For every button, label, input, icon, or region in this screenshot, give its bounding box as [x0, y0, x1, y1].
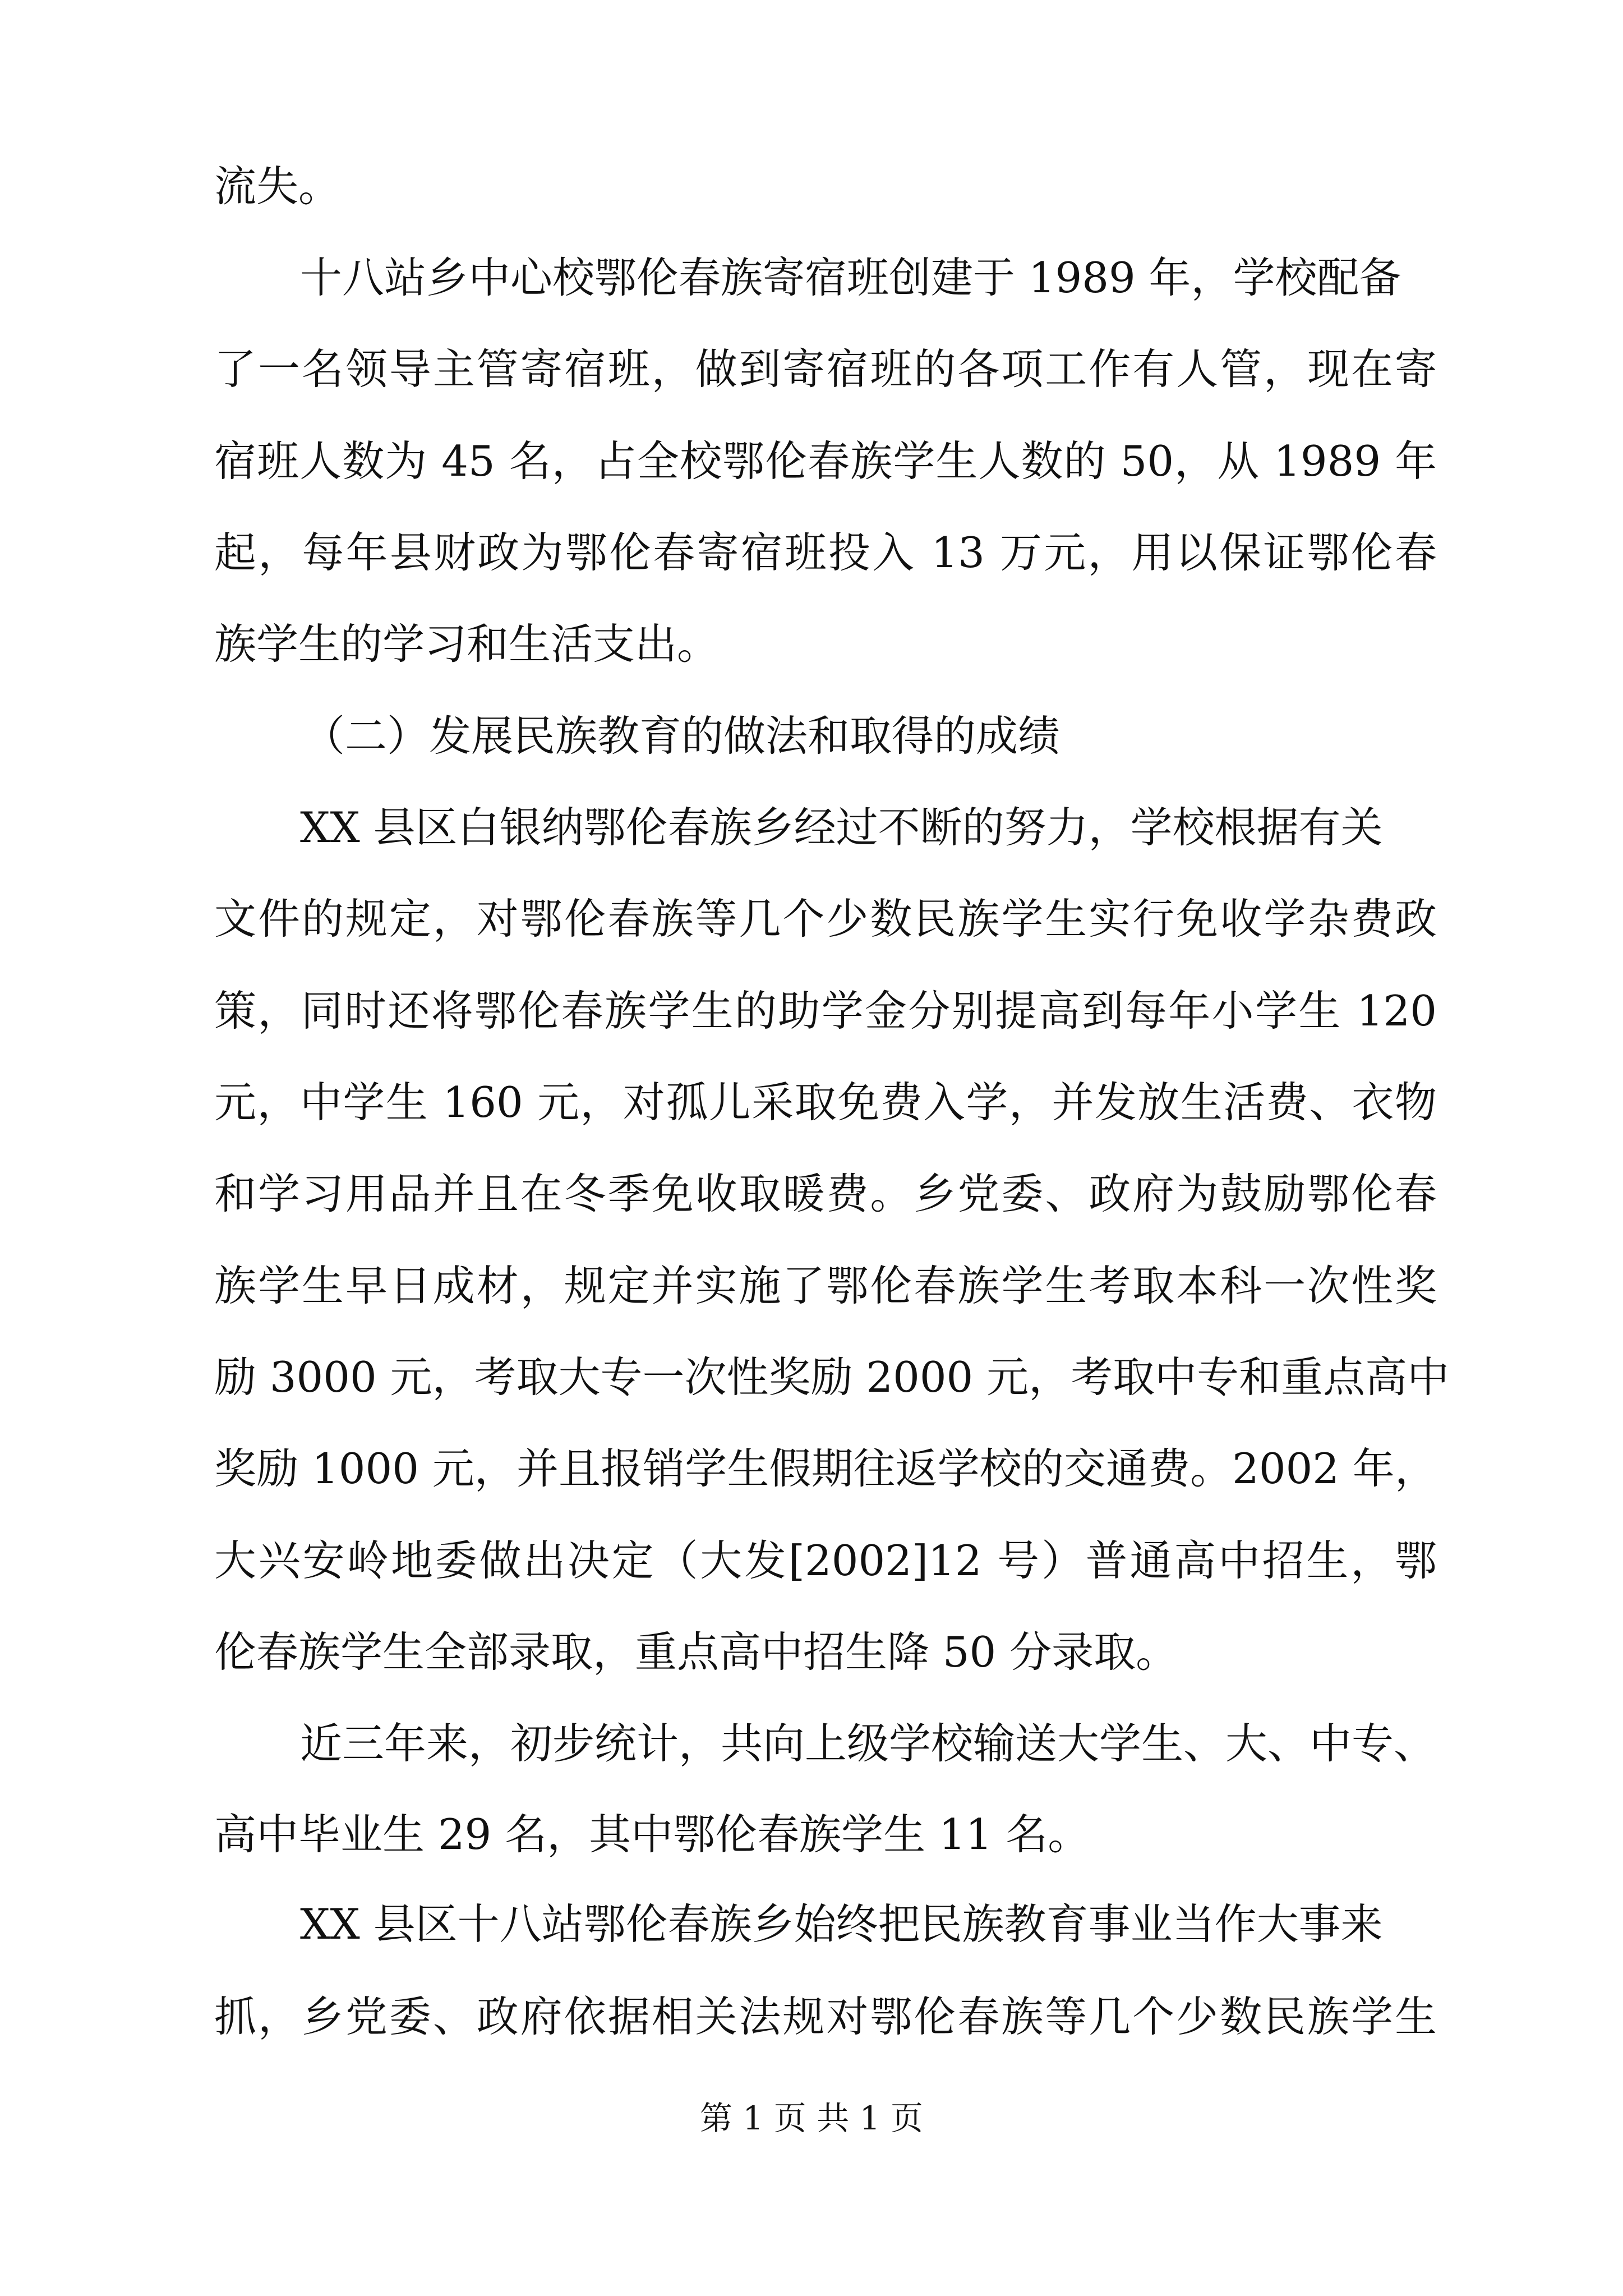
paragraph-line: 宿班人数为 45 名，占全校鄂伦春族学生人数的 50，从 1989 年 [214, 436, 1437, 486]
paragraph-line: 抓，乡党委、政府依据相关法规对鄂伦春族等几个少数民族学生 [214, 1992, 1437, 2041]
paragraph-line: 元，中学生 160 元，对孤儿采取免费入学，并发放生活费、衣物 [214, 1078, 1437, 1127]
paragraph-line: 族学生早日成材，规定并实施了鄂伦春族学生考取本科一次性奖 [214, 1261, 1437, 1310]
paragraph-line: 近三年来，初步统计，共向上级学校输送大学生、大、中专、 [300, 1719, 1436, 1768]
paragraph-line: 流失。 [214, 162, 341, 211]
paragraph-line: 十八站乡中心校鄂伦春族寄宿班创建于 1989 年，学校配备 [300, 253, 1401, 302]
paragraph-line: 大兴安岭地委做出决定（大发[2002]12 号）普通高中招生，鄂 [214, 1536, 1437, 1585]
section-heading: （二）发展民族教育的做法和取得的成绩 [303, 711, 1061, 761]
page-number-footer: 第 1 页 共 1 页 [700, 2099, 923, 2137]
paragraph-line: 和学习用品并且在冬季免收取暖费。乡党委、政府为鼓励鄂伦春 [214, 1169, 1437, 1218]
paragraph-line: 策，同时还将鄂伦春族学生的助学金分别提高到每年小学生 120 [214, 986, 1437, 1036]
paragraph-line: 励 3000 元，考取大专一次性奖励 2000 元，考取中专和重点高中 [214, 1352, 1450, 1402]
paragraph-line: XX 县区十八站鄂伦春族乡始终把民族教育事业当作大事来 [300, 1899, 1383, 1949]
paragraph-line: 高中毕业生 29 名，其中鄂伦春族学生 11 名。 [214, 1810, 1090, 1859]
paragraph-line: 族学生的学习和生活支出。 [214, 619, 720, 669]
paragraph-line: 起，每年县财政为鄂伦春寄宿班投入 13 万元，用以保证鄂伦春 [214, 528, 1437, 577]
paragraph-line: 文件的规定，对鄂伦春族等几个少数民族学生实行免收学杂费政 [214, 894, 1437, 944]
paragraph-line: 伦春族学生全部录取，重点高中招生降 50 分录取。 [214, 1627, 1178, 1677]
paragraph-line: XX 县区白银纳鄂伦春族乡经过不断的努力，学校根据有关 [300, 803, 1383, 852]
paragraph-line: 奖励 1000 元，并且报销学生假期往返学校的交通费。2002 年， [214, 1444, 1437, 1493]
paragraph-line: 了一名领导主管寄宿班，做到寄宿班的各项工作有人管，现在寄 [214, 344, 1437, 394]
